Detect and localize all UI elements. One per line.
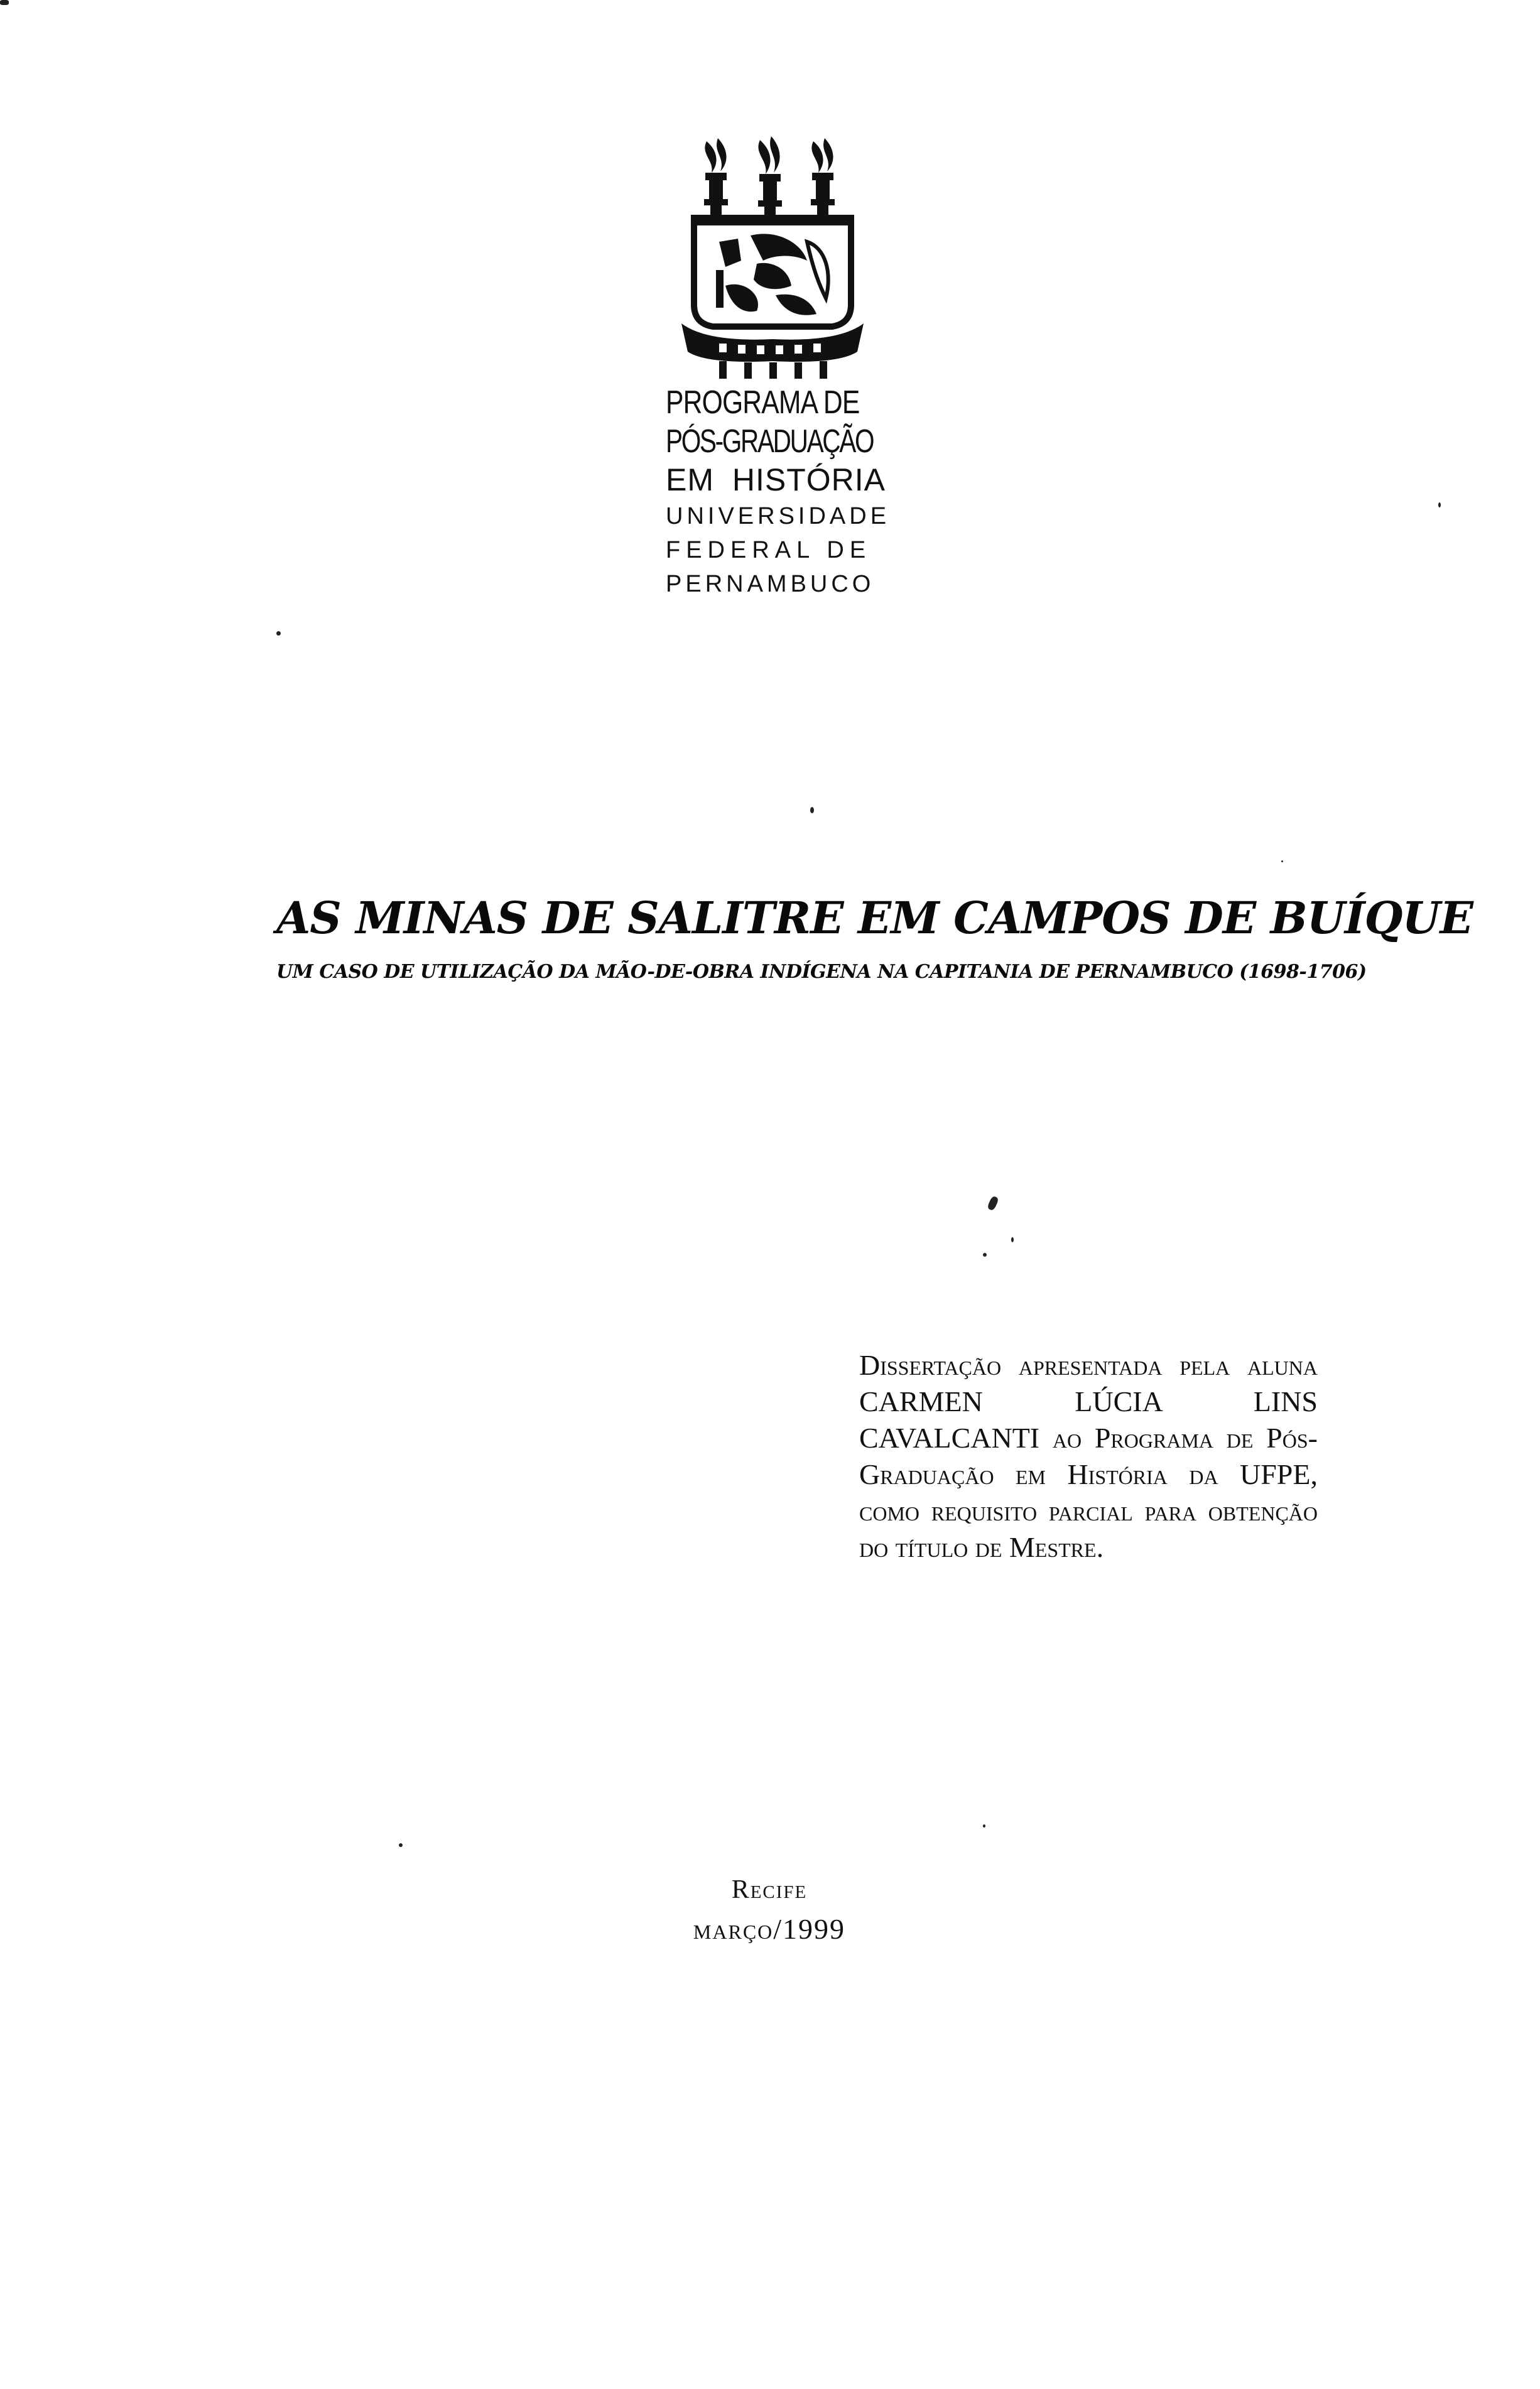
dissertation-statement: Dissertação apresentada pela aluna CARMEN LÚCIA LINS CAVALCANTI ao Programa de Pós-Graduação em História da UFPE, como requisito parcial para obtenção do título de Mestre.: [859, 1349, 1318, 1563]
university-line-3: PERNAMBUCO: [666, 571, 875, 597]
place-of-publication: Recife: [731, 1875, 808, 1904]
university-line-2: FEDERAL DE: [666, 537, 872, 563]
scan-speck: [399, 1843, 403, 1847]
scan-speck: [276, 631, 281, 636]
thesis-title: AS MINAS DE SALITRE EM CAMPOS DE BUÍQUE: [276, 892, 1473, 944]
thesis-subtitle: UM CASO DE UTILIZAÇÃO DA MÃO-DE-OBRA INDÍGENA NA CAPITANIA DE PERNAMBUCO (1698-1706): [276, 961, 1367, 983]
university-line-1: UNIVERSIDADE: [666, 503, 891, 529]
program-affiliation: [666, 386, 892, 596]
program-line-2: PÓS-GRADUAÇÃO: [666, 423, 874, 460]
scan-speck: [983, 1824, 985, 1828]
scan-speck: [983, 1253, 987, 1257]
scan-speck: [1281, 860, 1283, 862]
publication-date: março/1999: [693, 1913, 846, 1945]
program-line-1: PROGRAMA DE: [666, 384, 860, 421]
ufpe-emblem-icon: [681, 135, 864, 380]
scan-speck: [810, 807, 814, 813]
scan-speck: [1438, 502, 1441, 507]
scan-speck: [987, 1195, 999, 1211]
scan-speck: [0, 0, 9, 5]
program-line-3: EM HISTÓRIA: [666, 462, 886, 497]
scan-speck: [1011, 1237, 1014, 1242]
